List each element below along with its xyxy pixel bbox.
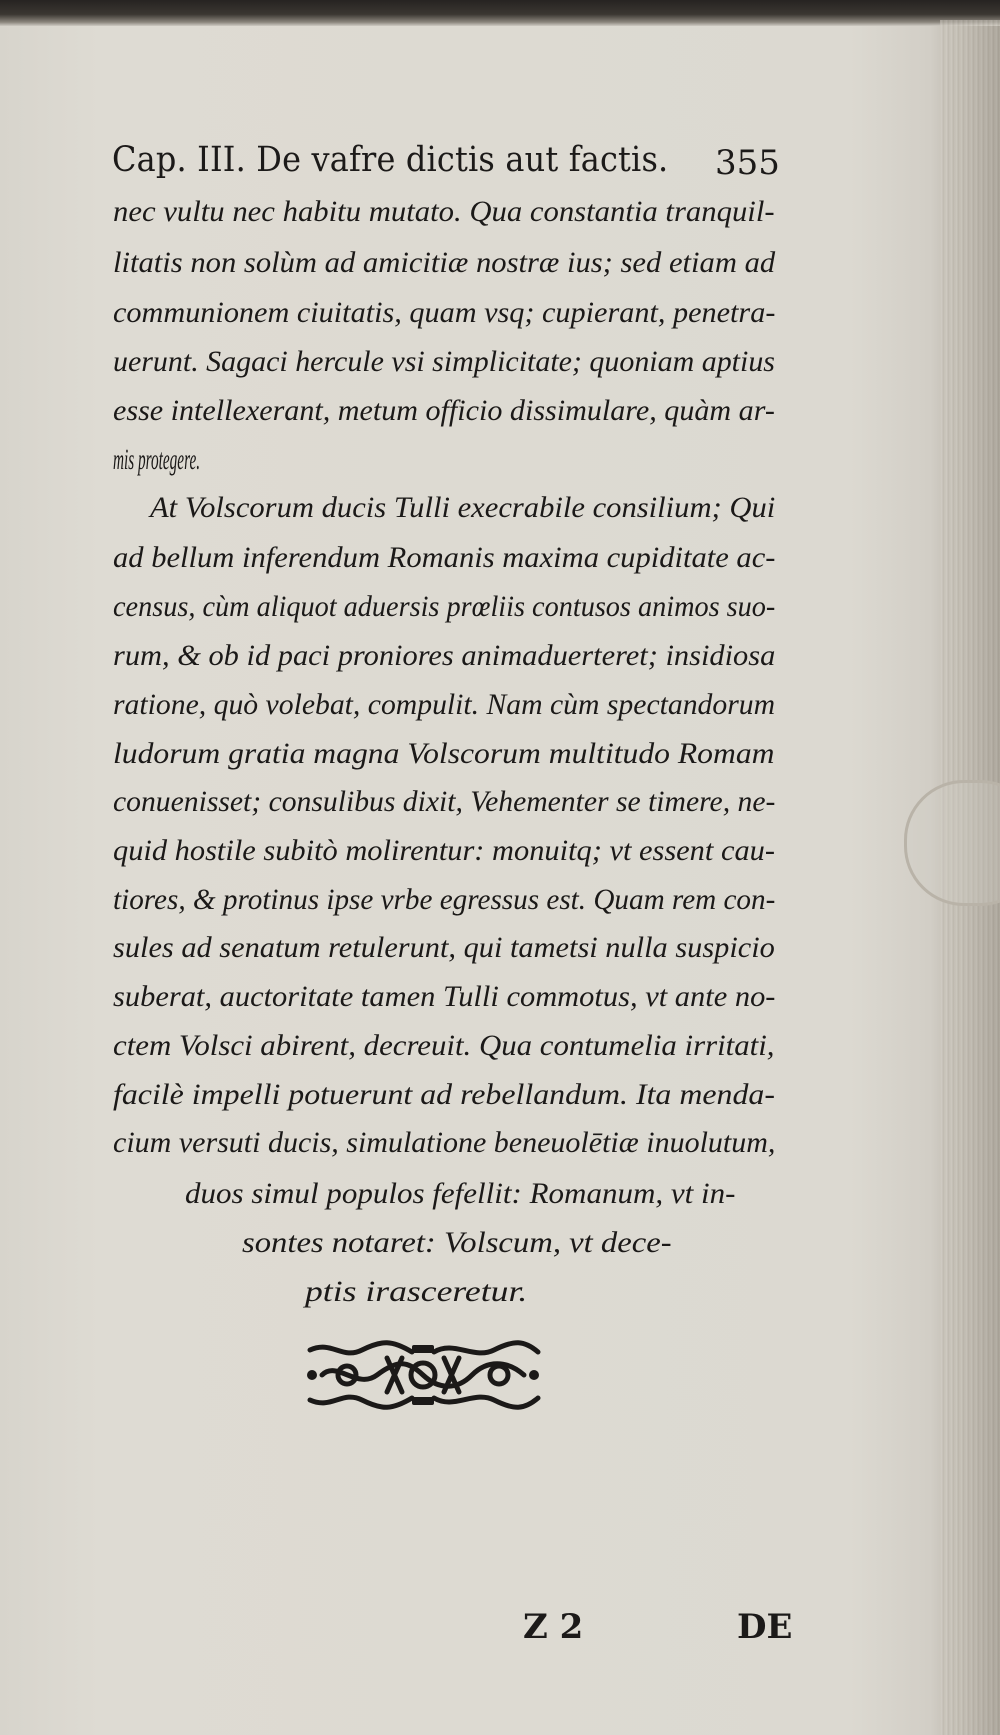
page-top-edge <box>0 0 1000 26</box>
text-line: ad bellum inferendum Romanis maxima cupiditate ac- <box>113 541 776 574</box>
text-line: sontes notaret: Volscum, vt dece- <box>242 1226 672 1259</box>
text-line: esse intellexerant, metum officio dissimulare, quàm ar- <box>113 394 775 427</box>
text-line: At Volscorum ducis Tulli execrabile consilium; Qui <box>150 491 776 524</box>
text-line: uerunt. Sagaci hercule vsi simplicitate; quoniam aptius <box>113 345 775 378</box>
text-line: ratione, quò volebat, compulit. Nam cùm spectandorum <box>113 688 776 721</box>
signature-mark: Z 2 <box>523 1607 584 1647</box>
text-line: cium versuti ducis, simulatione beneuolētiæ inuolutum, <box>113 1126 776 1159</box>
text-line: census, cùm aliquot aduersis prœliis contusos animos suo- <box>113 590 776 623</box>
text-line: duos simul populos fefellit: Romanum, vt in- <box>185 1177 736 1210</box>
text-line: sules ad senatum retulerunt, qui tametsi nulla suspicio <box>113 931 775 964</box>
book-clasp-outline <box>904 780 1000 906</box>
ornament-tailpiece <box>302 1340 544 1410</box>
catchword: DE <box>737 1607 793 1647</box>
text-line: facilè impelli potuerunt ad rebellandum. Ita menda- <box>113 1078 775 1111</box>
running-head: Cap. III. De vafre dictis aut factis. <box>112 140 669 180</box>
text-line: rum, & ob id paci proniores animaduerteret; insidiosa <box>113 639 776 672</box>
text-line: communionem ciuitatis, quam vsq; cupierant, penetra- <box>113 296 776 329</box>
text-line: conuenisset; consulibus dixit, Vehementer se timere, ne- <box>113 785 776 818</box>
text-line: mis protegere. <box>113 443 201 476</box>
text-line: ludorum gratia magna Volscorum multitudo Romam <box>113 737 775 770</box>
text-line: tiores, & protinus ipse vrbe egressus est. Quam rem con- <box>113 883 776 916</box>
text-line: suberat, auctoritate tamen Tulli commotus, vt ante no- <box>113 980 776 1013</box>
text-line: quid hostile subitò molirentur: monuitq; vt essent cau- <box>113 834 775 867</box>
page-number: 355 <box>715 143 780 183</box>
text-line: nec vultu nec habitu mutato. Qua constantia tranquil- <box>113 195 775 228</box>
text-line: ctem Volsci abirent, decreuit. Qua contumelia irritati, <box>113 1029 775 1062</box>
text-line: litatis non solùm ad amicitiæ nostræ ius; sed etiam ad <box>113 246 776 279</box>
text-line: ptis irasceretur. <box>305 1275 528 1308</box>
